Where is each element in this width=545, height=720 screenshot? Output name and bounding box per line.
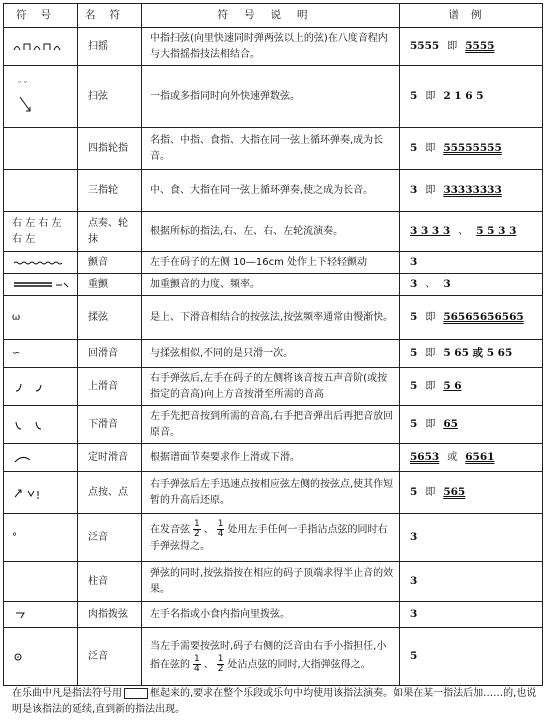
symbol-cell bbox=[4, 170, 78, 212]
desc-cell: 右手弹弦后左手迅速点按相应弦左侧的按弦点,使其作短暂的升高后还原。 bbox=[142, 472, 400, 514]
table-row bbox=[4, 368, 543, 406]
example-note: 5555 bbox=[465, 40, 495, 53]
table-row bbox=[4, 628, 543, 686]
example-cell: 3 bbox=[400, 514, 543, 562]
example-cell: 3 bbox=[400, 602, 543, 628]
symbol-cell bbox=[4, 472, 78, 514]
table-row bbox=[4, 28, 543, 66]
example-cell: 5 即 56565656565 bbox=[400, 296, 543, 340]
table-row bbox=[4, 66, 543, 128]
desc-cell: 与揉弦相似,不同的是只滑一次。 bbox=[142, 340, 400, 368]
sweep-symbol bbox=[12, 75, 52, 119]
table-row bbox=[4, 340, 543, 368]
desc-cell: 左手在码子的左侧 10—16cm 处作上下轻轻颤动 bbox=[142, 252, 400, 274]
name-cell: 重颤 bbox=[78, 274, 142, 296]
example-cell: 3 bbox=[400, 562, 543, 602]
symbol-cell bbox=[4, 128, 78, 170]
table-row bbox=[4, 444, 543, 472]
sweep-tremolo-symbol bbox=[12, 40, 72, 54]
table-row bbox=[4, 274, 543, 296]
name-cell: 柱音 bbox=[78, 562, 142, 602]
finger-symbol-text: 右 左 右 左 右 左 bbox=[12, 217, 62, 245]
table-row bbox=[4, 252, 543, 274]
example-note: 55555555 bbox=[443, 142, 502, 155]
symbol-cell: ∽ bbox=[4, 340, 78, 368]
heavy-vibrato-symbol bbox=[12, 281, 72, 289]
symbol-cell bbox=[4, 252, 78, 274]
right-harmonic-symbol bbox=[12, 651, 28, 663]
example-cell: 3 3 3 3 、 5 5 3 3 bbox=[400, 212, 543, 252]
desc-cell: 弹弦的同时,按弦指按在相应的码子顶端求得半止音的效果。 bbox=[142, 562, 400, 602]
example-cell: 3 、 3 bbox=[400, 274, 543, 296]
upward-glide-symbol bbox=[12, 381, 62, 393]
name-cell: 下滑音 bbox=[78, 406, 142, 444]
example-cell: 3 bbox=[400, 252, 543, 274]
fraction: $\frac{1}{2}$ bbox=[194, 519, 200, 540]
flesh-pluck-symbol bbox=[12, 610, 32, 620]
notation-table bbox=[3, 3, 543, 686]
example-cell: 3 即 33333333 bbox=[400, 170, 543, 212]
example-note: 33333333 bbox=[443, 184, 502, 197]
desc-cell: 左手名指或小食内指向里拨弦。 bbox=[142, 602, 400, 628]
table-row bbox=[4, 128, 543, 170]
downward-glide-symbol bbox=[12, 419, 62, 431]
frame-box-icon bbox=[124, 688, 148, 699]
table-row bbox=[4, 514, 543, 562]
press-point-symbol bbox=[12, 487, 56, 499]
desc-cell: 根据所标的指法,右、左、右、左轮流演奏。 bbox=[142, 212, 400, 252]
fraction: $\frac{1}{4}$ bbox=[217, 519, 224, 540]
example-cell: 5 即 65 bbox=[400, 406, 543, 444]
example-cell: 5 即 5 65 或 5 65 bbox=[400, 340, 543, 368]
table-row bbox=[4, 170, 543, 212]
desc-cell: 名指、中指、食指、大指在同一弦上循环弹奏,成为长音。 bbox=[142, 128, 400, 170]
timed-glide-symbol bbox=[12, 453, 36, 463]
symbol-cell bbox=[4, 444, 78, 472]
header-desc: 符号说明 bbox=[142, 4, 400, 28]
example-cell: 5 即 565 bbox=[400, 472, 543, 514]
symbol-cell bbox=[4, 28, 78, 66]
name-cell: 点按、点 bbox=[78, 472, 142, 514]
symbol-cell bbox=[4, 212, 78, 252]
name-cell: 四指轮指 bbox=[78, 128, 142, 170]
vibrato-symbol bbox=[12, 259, 68, 267]
name-cell: 揉弦 bbox=[78, 296, 142, 340]
symbol-cell bbox=[4, 274, 78, 296]
table-row bbox=[4, 472, 543, 514]
header-row bbox=[4, 4, 543, 28]
name-cell: 扫弦 bbox=[78, 66, 142, 128]
fraction: $\frac{1}{4}$ bbox=[194, 653, 200, 674]
desc-cell: 中指扫弦(向里快速同时弹两弦以上的弦)在八度音程内与大指摇指技法相结合。 bbox=[142, 28, 400, 66]
footer-note: 在乐曲中凡是指法符号用 框起来的,要求在整个乐段或乐句中均使用该指法演奏。如果在某一指法后加……的,也说明是该指法的延续,直到新的指法出现。 bbox=[12, 688, 537, 715]
desc-cell: 一指或多指同时向外快速弹数弦。 bbox=[142, 66, 400, 128]
symbol-cell bbox=[4, 406, 78, 444]
name-cell: 泛音 bbox=[78, 628, 142, 686]
desc-cell: 中、食、大指在同一弦上循环弹奏,使之成为长音。 bbox=[142, 170, 400, 212]
symbol-cell bbox=[4, 66, 78, 128]
example-note: 5 bbox=[410, 90, 418, 103]
table-row bbox=[4, 602, 543, 628]
example-cell: 5 bbox=[400, 628, 543, 686]
name-cell: 泛音 bbox=[78, 514, 142, 562]
desc-cell: 根据谱面节奏要求作上滑或下滑。 bbox=[142, 444, 400, 472]
desc-cell: 右手弹弦后,左手在码子的左侧将该音按五声音阶(或按指定的音高)向上方音按滑至所需的音高 bbox=[142, 368, 400, 406]
symbol-cell bbox=[4, 368, 78, 406]
table-row bbox=[4, 212, 543, 252]
header-example: 谱例 bbox=[400, 4, 543, 28]
symbol-cell bbox=[4, 602, 78, 628]
example-cell: 5 即 55555555 bbox=[400, 128, 543, 170]
desc-cell: 是上、下滑音相结合的按弦法,按弦频率通常由慢渐快。 bbox=[142, 296, 400, 340]
example-cell: 5653 或 6561 bbox=[400, 444, 543, 472]
name-cell: 肉指拨弦 bbox=[78, 602, 142, 628]
svg-text:ᵕ ᵕ: ᵕ ᵕ bbox=[18, 77, 28, 87]
name-cell: 点奏、轮抹 bbox=[78, 212, 142, 252]
name-cell: 扫摇 bbox=[78, 28, 142, 66]
name-cell: 回滑音 bbox=[78, 340, 142, 368]
table-row bbox=[4, 296, 543, 340]
table-row bbox=[4, 406, 543, 444]
desc-cell: 在发音弦 $\frac{1}{2}$ 、 $\frac{1}{4}$ 处用左手任何一手指沾点弦的同时右手弹弦得之。 bbox=[142, 514, 400, 562]
table-row bbox=[4, 562, 543, 602]
name-cell: 定时滑音 bbox=[78, 444, 142, 472]
name-cell: 颤音 bbox=[78, 252, 142, 274]
name-cell: 三指轮 bbox=[78, 170, 142, 212]
desc-cell: 加重颤音的力度、频率。 bbox=[142, 274, 400, 296]
desc-cell: 当左手需要按弦时,码子右侧的泛音由右手小指担任,小指在弦的 $\frac{1}{4}$ 、 $\frac{1}{2}$ 处沾点弦的同时,大指弹弦得之。 bbox=[142, 628, 400, 686]
symbol-cell: ω bbox=[4, 296, 78, 340]
example-cell: 5 即 5 6 bbox=[400, 368, 543, 406]
example-cell: 5555 即 5555 bbox=[400, 28, 543, 66]
symbol-cell bbox=[4, 628, 78, 686]
symbol-cell bbox=[4, 562, 78, 602]
header-symbol: 符号 bbox=[4, 4, 78, 28]
desc-cell: 左手先把音按到所需的音高,右手把音弹出后再把音放回原音。 bbox=[142, 406, 400, 444]
example-cell: 5 即 2 1 6 5 bbox=[400, 66, 543, 128]
symbol-cell: ° bbox=[4, 514, 78, 562]
example-note: 2 1 6 5 bbox=[443, 90, 484, 103]
name-cell: 上滑音 bbox=[78, 368, 142, 406]
example-note: 5555 bbox=[410, 40, 440, 53]
header-name: 名符 bbox=[78, 4, 142, 28]
fraction: $\frac{1}{2}$ bbox=[217, 653, 224, 674]
